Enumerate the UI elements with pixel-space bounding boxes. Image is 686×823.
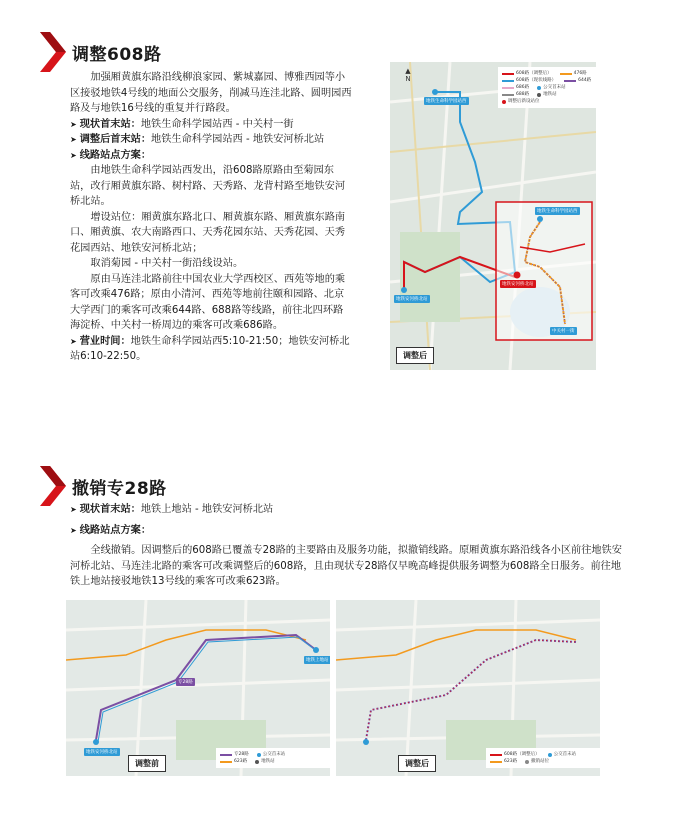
adjusted-terminal-row: ➤ 调整后首末站：地铁生命科学园站西 - 地铁安河桥北站 xyxy=(70,134,325,145)
stops-para4: 原由马连洼北路前往中国农业大学西校区、西苑等地的乘客可改乘476路；原由小清河、西苑等地前往颐和园路、北京大学西门的乘客可改乘644路、688路等线路，前往北四环路海淀桥、中关村一桥周边的乘客可改乘686路。 xyxy=(70,273,346,331)
route-label: 专28路 xyxy=(178,680,193,685)
arrow-bullet-icon: ➤ xyxy=(70,525,77,535)
section2-title: 撤销专28路 xyxy=(72,478,167,499)
map-legend: 专28路 公交首末站 623路 地铁站 xyxy=(216,748,330,768)
s2-current-terminal-row: ➤ 现状首末站：地铁上地站 - 地铁安河桥北站 xyxy=(70,504,274,515)
map-legend: 608路（调整后） 476路 608路（现状线路） 644路 686路 公交首末站 688路 地铁站 调整后新设站位 xyxy=(498,67,596,108)
map-legend: 608路（调整后） 公交首末站 623路 撤销站位 xyxy=(486,748,600,768)
stops-para1: 由地铁生命科学园站西发出，沿608路原路由至菊园东站，改行厢黄旗东路、树村路、天秀路、龙背村路至地铁安河桥北站。 xyxy=(70,165,346,207)
arrow-bullet-icon: ➤ xyxy=(70,119,77,129)
map-after-label: 调整后 xyxy=(396,347,434,364)
red-chevron-icon xyxy=(40,466,66,506)
station-label: 地铁安河桥北站 xyxy=(396,297,428,302)
map-before-label: 调整前 xyxy=(128,755,166,772)
route-z28-map-before xyxy=(66,600,330,776)
map-after-label: 调整后 xyxy=(398,755,436,772)
arrow-bullet-icon: ➤ xyxy=(70,135,77,144)
section2-header xyxy=(40,466,167,506)
station-label: 地铁上地站 xyxy=(306,658,329,663)
station-label: 地铁安河桥北站 xyxy=(86,750,118,755)
section1-body xyxy=(70,70,352,365)
section1-title: 调整608路 xyxy=(72,44,162,65)
hours-row: ➤ 营业时间：地铁生命科学园站西5:10-21:50；地铁安河桥北站6:10-22:50。 xyxy=(70,335,350,362)
arrow-bullet-icon: ➤ xyxy=(70,150,77,160)
s2-stops-label-row: ➤ 线路站点方案： xyxy=(70,524,152,536)
current-terminal-row: ➤ 现状首末站：地铁生命科学园站西 - 中关村一街 xyxy=(70,118,294,130)
route-608-map xyxy=(390,62,596,370)
north-arrow-icon: ▲ N xyxy=(405,67,411,83)
route-z28-map-after xyxy=(336,600,600,776)
station-label: 中关村一街 xyxy=(552,329,575,334)
arrow-bullet-icon: ➤ xyxy=(70,336,77,346)
arrow-bullet-icon: ➤ xyxy=(70,505,77,514)
station-label: 地铁生命科学园站西 xyxy=(426,99,467,104)
stops-para3: 取消菊园 - 中关村一街沿线设站。 xyxy=(90,258,244,269)
stops-label-row: ➤ 线路站点方案： xyxy=(70,149,152,161)
station-label: 地铁生命科学园站西 xyxy=(537,209,578,214)
station-label: 地铁安河桥北站 xyxy=(502,282,534,287)
stops-para2: 增设站位：厢黄旗东路北口、厢黄旗东路、厢黄旗东路南口、厢黄旗、农大南路西口、天秀花园东站、天秀花园、天秀花园西站、地铁安河桥北站； xyxy=(70,211,346,254)
section1-header xyxy=(40,32,162,72)
section1-intro: 加强厢黄旗东路沿线柳浪家园、紫城嘉园、博雅西园等小区接驳地铁4号线的地面公交服务，削减马连洼北路、圆明园西路及与地铁16号线的重复并行路段。 xyxy=(70,72,352,114)
section2-body xyxy=(70,502,630,590)
s2-stops-para: 全线撤销。因调整后的608路已覆盖专28路的主要路由及服务功能，拟撤销线路。原厢黄旗东路沿线各小区前往地铁安河桥北站、马连洼北路的乘客可改乘调整后的608路，且由现状专28路仅早晚高峰提供服务调整为608路全日服务。前往地铁上地站接驳地铁13号线的乘客可改乘623路。 xyxy=(70,545,622,587)
red-chevron-icon xyxy=(40,32,66,72)
